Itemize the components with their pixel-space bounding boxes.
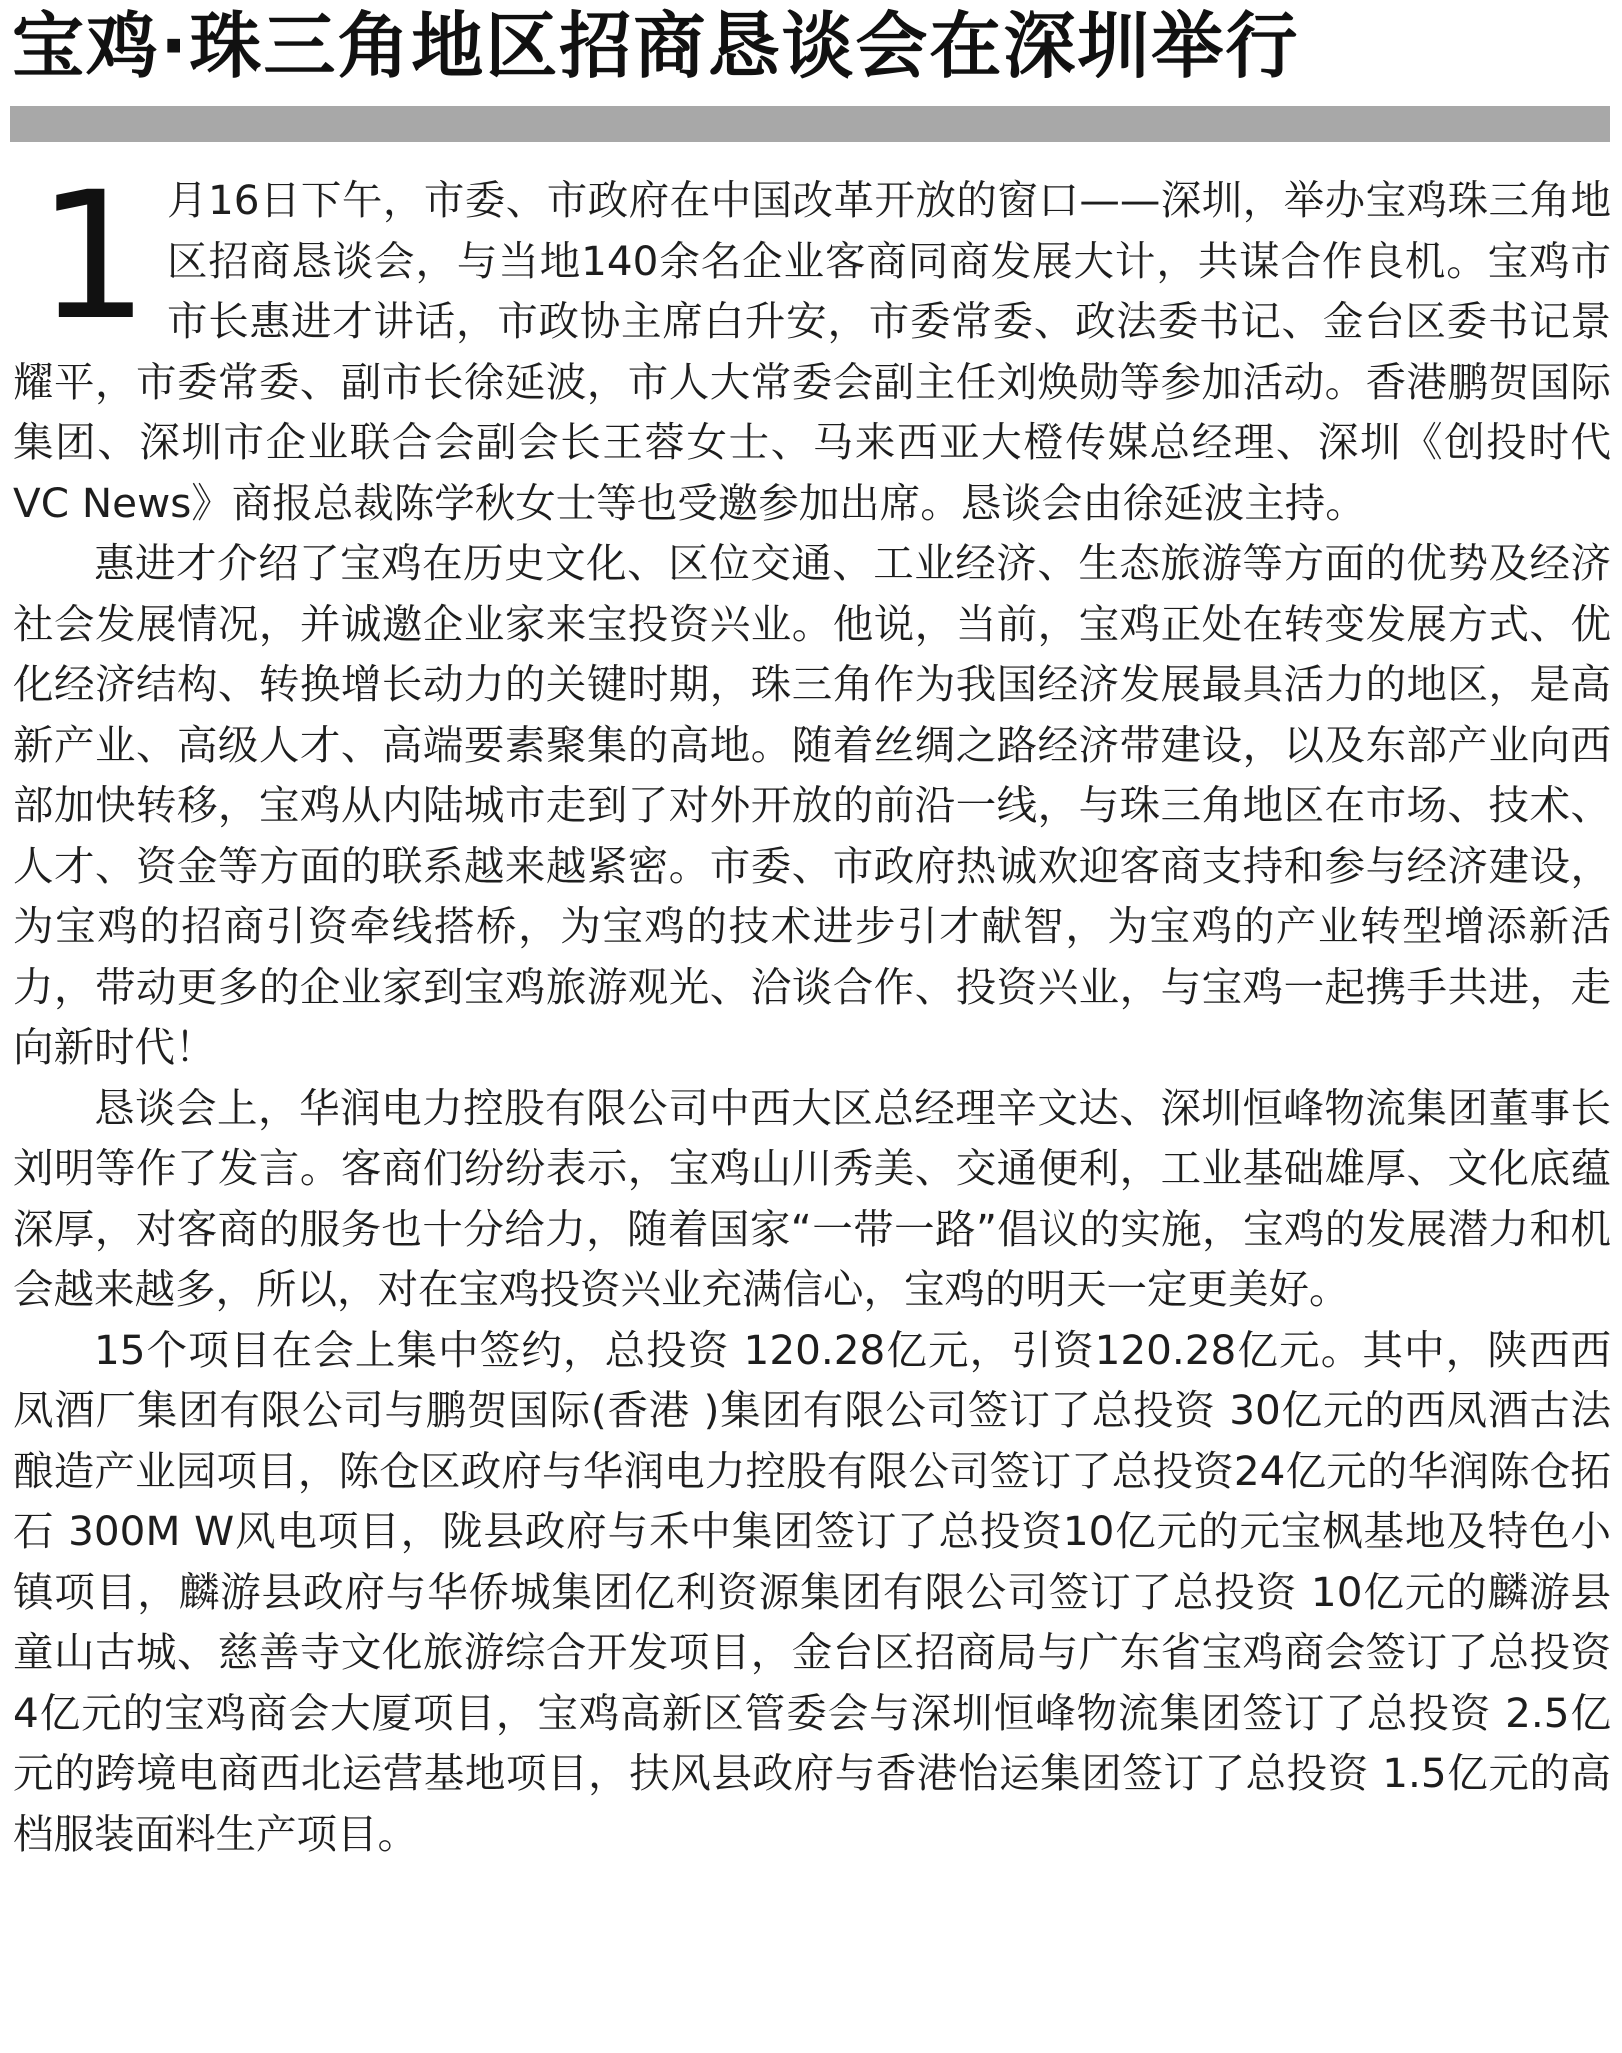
- paragraph-4: 15个项目在会上集中签约，总投资 120.28亿元，引资120.28亿元。其中，陕西西凤酒厂集团有限公司与鹏贺国际(香港 )集团有限公司签订了总投资 30亿元的西凤酒古法酿造产业园项目，陈仓区政府与华润电力控股有限公司签订了总投资24亿元的华润陈仓拓石 300M W风电项目，陇县政府与禾中集团签订了总投资10亿元的元宝枫基地及特色小镇项目，麟游县政府与华侨城集团亿利资源集团有限公司签订了总投资 10亿元的麟游县童山古城、慈善寺文化旅游综合开发项目，金台区招商局与广东省宝鸡商会签订了总投资 4亿元的宝鸡商会大厦项目，宝鸡高新区管委会与深圳恒峰物流集团签订了总投资 2.5亿元的跨境电商西北运营基地项目，扶风县政府与香港怡运集团签订了总投资 1.5亿元的高档服装面料生产项目。: [13, 1325, 1611, 1858]
- drop-cap: 1: [37, 154, 149, 359]
- article-title: 宝鸡·珠三角地区招商恳谈会在深圳举行: [12, 4, 1300, 88]
- title-divider-bar: [10, 106, 1610, 142]
- article-body: [13, 154, 1611, 1864]
- paragraph-2: 惠进才介绍了宝鸡在历史文化、区位交通、工业经济、生态旅游等方面的优势及经济社会发展情况，并诚邀企业家来宝投资兴业。他说，当前，宝鸡正处在转变发展方式、优化经济结构、转换增长动力的关键时期，珠三角作为我国经济发展最具活力的地区，是高新产业、高级人才、高端要素聚集的高地。随着丝绸之路经济带建设，以及东部产业向西部加快转移，宝鸡从内陆城市走到了对外开放的前沿一线，与珠三角地区在市场、技术、人才、资金等方面的联系越来越紧密。市委、市政府热诚欢迎客商支持和参与经济建设，为宝鸡的招商引资牵线搭桥，为宝鸡的技术进步引才献智，为宝鸡的产业转型增添新活力，带动更多的企业家到宝鸡旅游观光、洽谈合作、投资兴业，与宝鸡一起携手共进，走向新时代！: [13, 539, 1611, 1071]
- paragraph-1: 月16日下午，市委、市政府在中国改革开放的窗口——深圳，举办宝鸡珠三角地区招商恳谈会，与当地140余名企业客商同商发展大计，共谋合作良机。宝鸡市市长惠进才讲话，市政协主席白升安，市委常委、政法委书记、金台区委书记景耀平，市委常委、副市长徐延波，市人大常委会副主任刘焕勋等参加活动。香港鹏贺国际集团、深圳市企业联合会副会长王蓉女士、马来西亚大橙传媒总经理、深圳《创投时代 VC News》商报总裁陈学秋女士等也受邀参加出席。恳谈会由徐延波主持。: [13, 176, 1611, 527]
- paragraph-3: 恳谈会上，华润电力控股有限公司中西大区总经理辛文达、深圳恒峰物流集团董事长刘明等作了发言。客商们纷纷表示，宝鸡山川秀美、交通便利，工业基础雄厚、文化底蕴深厚，对客商的服务也十分给力，随着国家“一带一路”倡议的实施，宝鸡的发展潜力和机会越来越多，所以，对在宝鸡投资兴业充满信心，宝鸡的明天一定更美好。: [13, 1083, 1611, 1313]
